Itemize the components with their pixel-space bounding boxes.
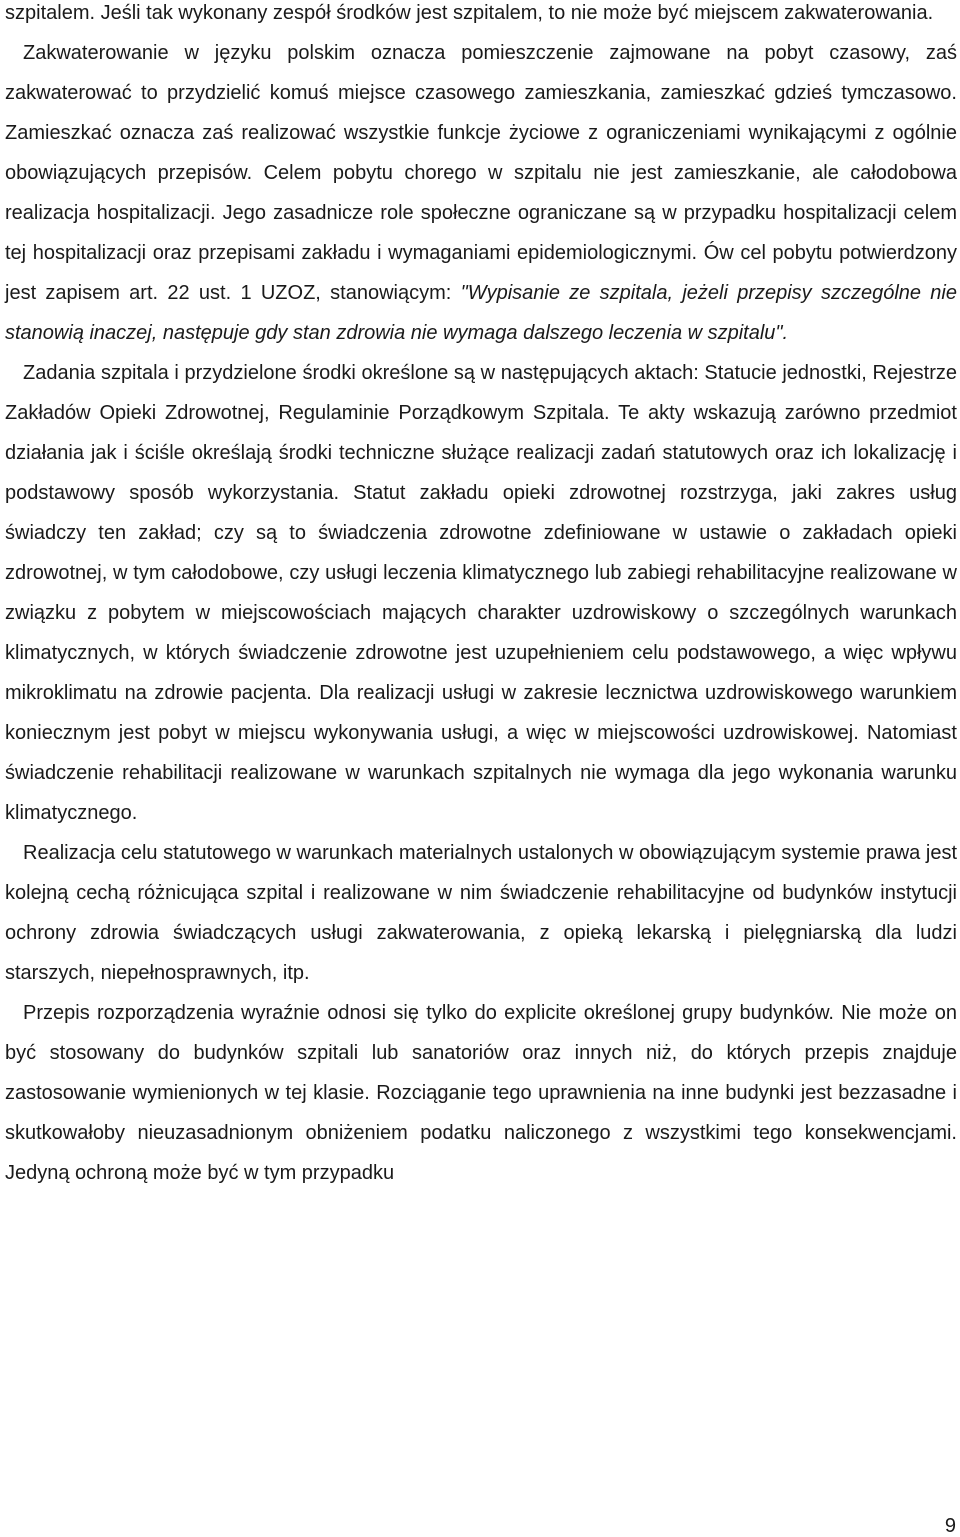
page-number: 9 bbox=[944, 1515, 956, 1537]
paragraph-text: Realizacja celu statutowego w warunkach materialnych ustalonych w obowiązującym systemie prawa jest kolejną cechą różnicująca szpital i realizowane w nim świadczenie rehabilitacyjne od budynków instytucji ochrony zdrowia świadczących usługi zakwaterowania, z opieką lekarską i pielęgniarską dla ludzi starszych, niepełnosprawnych, itp. bbox=[5, 842, 957, 984]
statute-quote: "Wypisanie ze szpitala, jeżeli przepisy szczególne nie stanowią inaczej, następuje gdy stan zdrowia nie wymaga dalszego leczenia w szpitalu". bbox=[5, 282, 957, 344]
paragraph-text: Zadania szpitala i przydzielone środki określone są w następujących aktach: Statucie jednostki, Rejestrze Zakładów Opieki Zdrowotnej, Regulaminie Porządkowym Szpitala. Te akty wskazują zarówno przedmiot działania jak i ściśle określają środki techniczne służące realizacji zadań statutowych oraz ich lokalizację i podstawowy sposób wykorzystania. Statut zakładu opieki zdrowotnej rozstrzyga, jaki zakres usług świadczy ten zakład; czy są to świadczenia zdrowotne zdefiniowane w ustawie o zakładach opieki zdrowotnej, w tym całodobowe, czy usługi leczenia klimatycznego lub zabiegi rehabilitacyjne realizowane w związku z pobytem w miejscowościach mających charakter uzdrowiskowy o szczególnych warunkach klimatycznych, w których świadczenie zdrowotne jest uzupełnieniem celu podstawowego, a więc wpływu mikroklimatu na zdrowie pacjenta. Dla realizacji usługi w zakresie lecznictwa uzdrowiskowego warunkiem koniecznym jest pobyt w miejscu wykonywania usługi, a więc w miejscowości uzdrowiskowej. Natomiast świadczenie rehabilitacji realizowane w warunkach szpitalnych nie wymaga dla jego wykonania warunku klimatycznego. bbox=[5, 362, 957, 824]
paragraph bbox=[5, 33, 957, 353]
paragraph-text: szpitalem. Jeśli tak wykonany zespół środków jest szpitalem, to nie może być miejscem zakwaterowania. bbox=[5, 2, 934, 24]
paragraph bbox=[5, 0, 957, 33]
paragraph bbox=[5, 993, 957, 1193]
paragraph bbox=[5, 833, 957, 993]
paragraph-text: Zakwaterowanie w języku polskim oznacza pomieszczenie zajmowane na pobyt czasowy, zaś zakwaterować to przydzielić komuś miejsce czasowego zamieszkania, zamieszkać gdzieś tymczasowo. Zamieszkać oznacza zaś realizować wszystkie funkcje życiowe z ograniczeniami wynikającymi z ogólnie obowiązujących przepisów. Celem pobytu chorego w szpitalu nie jest zamieszkanie, ale całodobowa realizacja hospitalizacji. Jego zasadnicze role społeczne ograniczane są w przypadku hospitalizacji celem tej hospitalizacji oraz przepisami zakładu i wymaganiami epidemiologicznymi. Ów cel pobytu potwierdzony jest zapisem art. 22 ust. 1 UZOZ, stanowiącym: bbox=[5, 42, 957, 304]
document-page bbox=[5, 0, 957, 1537]
paragraph bbox=[5, 353, 957, 833]
paragraph-text: Przepis rozporządzenia wyraźnie odnosi się tylko do explicite określonej grupy budynków. Nie może on być stosowany do budynków szpitali lub sanatoriów oraz innych niż, do których przepis znajduje zastosowanie wymienionych w tej klasie. Rozciąganie tego uprawnienia na inne budynki jest bezzasadne i skutkowałoby nieuzasadnionym obniżeniem podatku naliczonego z wszystkimi tego konsekwencjami. Jedyną ochroną może być w tym przypadku bbox=[5, 1002, 957, 1184]
